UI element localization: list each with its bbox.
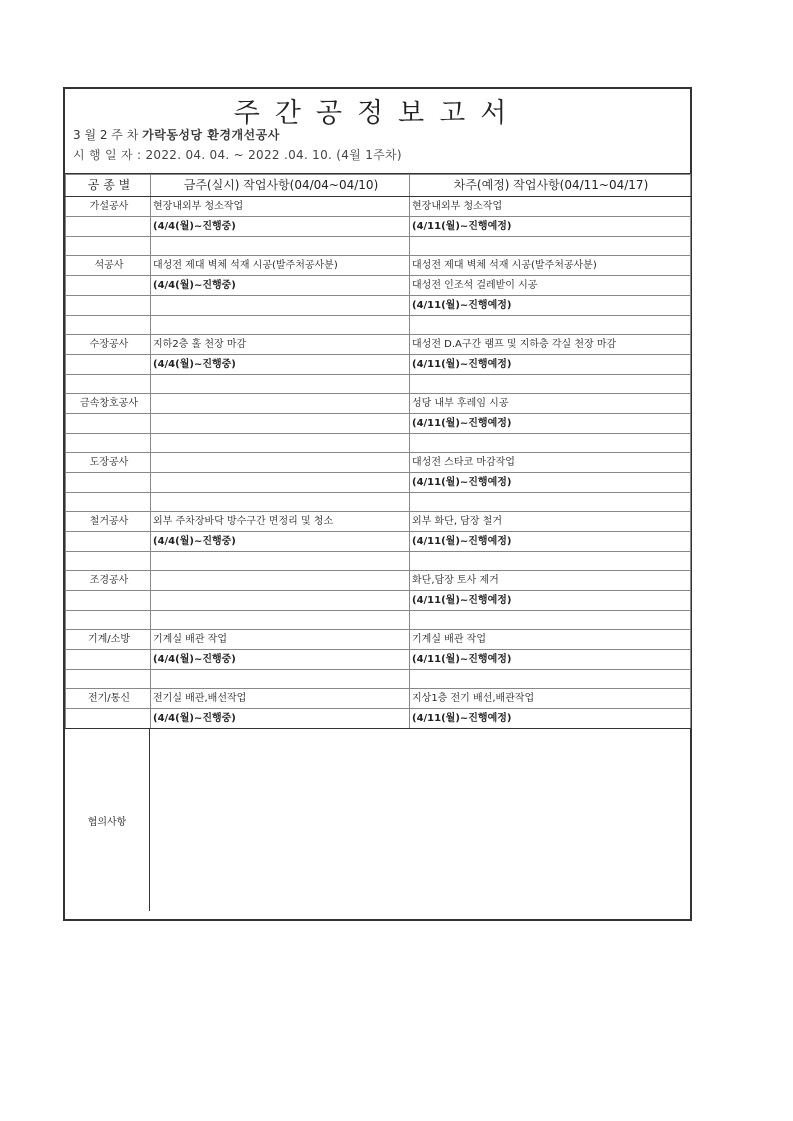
trade-cell (66, 276, 151, 296)
report-header (65, 89, 690, 174)
this-week-cell (151, 591, 410, 611)
next-week-cell: 대성전 인조석 걸레받이 시공 (410, 276, 691, 296)
next-week-cell: 성당 내부 후레임 시공 (410, 394, 691, 414)
trade-cell (66, 473, 151, 493)
next-week-cell (410, 375, 691, 394)
trade-cell (66, 591, 151, 611)
table-row (66, 276, 691, 296)
table-row (66, 571, 691, 591)
col-header-this-week: 금주(실시) 작업사항(04/04~04/10) (151, 175, 410, 197)
this-week-cell: 대성전 제대 벽체 석재 시공(발주처공사분) (151, 256, 410, 276)
table-row (66, 650, 691, 670)
this-week-cell (151, 493, 410, 512)
this-week-cell: (4/4(월)~진행중) (151, 276, 410, 296)
table-header-row (66, 175, 691, 197)
table-row (66, 355, 691, 375)
next-week-cell: 대성전 제대 벽체 석재 시공(발주처공사분) (410, 256, 691, 276)
this-week-cell (151, 394, 410, 414)
this-week-cell (151, 316, 410, 335)
trade-cell (66, 611, 151, 630)
week-line (73, 126, 280, 143)
this-week-cell: 기계실 배관 작업 (151, 630, 410, 650)
this-week-cell (151, 453, 410, 473)
this-week-cell (151, 552, 410, 571)
trade-cell (66, 375, 151, 394)
table-row (66, 316, 691, 335)
consult-label: 협의사항 (65, 729, 150, 911)
week-label: 3 월 2 주 차 (73, 128, 139, 142)
trade-cell: 전기/통신 (66, 689, 151, 709)
next-week-cell (410, 611, 691, 630)
this-week-cell (151, 296, 410, 316)
next-week-cell: 대성전 D.A구간 램프 및 지하층 각실 천장 마감 (410, 335, 691, 355)
table-row (66, 611, 691, 630)
next-week-cell (410, 670, 691, 689)
table-row (66, 375, 691, 394)
consult-section (65, 729, 690, 911)
this-week-cell: 지하2층 홀 천장 마감 (151, 335, 410, 355)
table-row (66, 217, 691, 237)
trade-cell (66, 316, 151, 335)
table-row (66, 256, 691, 276)
this-week-cell: (4/4(월)~진행중) (151, 355, 410, 375)
table-row (66, 670, 691, 689)
trade-cell (66, 650, 151, 670)
trade-cell (66, 493, 151, 512)
trade-cell (66, 670, 151, 689)
next-week-cell (410, 237, 691, 256)
this-week-cell (151, 473, 410, 493)
next-week-cell: 현장내외부 청소작업 (410, 197, 691, 217)
this-week-cell (151, 670, 410, 689)
next-week-cell: 대성전 스타코 마감작업 (410, 453, 691, 473)
trade-cell (66, 552, 151, 571)
table-row (66, 296, 691, 316)
table-row (66, 591, 691, 611)
next-week-cell: (4/11(월)~진행예정) (410, 591, 691, 611)
next-week-cell: 외부 화단, 담장 철거 (410, 512, 691, 532)
period-line: 시 행 일 자 : 2022. 04. 04. ~ 2022 .04. 10. (4월 1주차) (73, 148, 402, 162)
next-week-cell: (4/11(월)~진행예정) (410, 217, 691, 237)
col-header-next-week: 차주(예정) 작업사항(04/11~04/17) (410, 175, 691, 197)
trade-cell (66, 709, 151, 729)
trade-cell: 석공사 (66, 256, 151, 276)
this-week-cell (151, 611, 410, 630)
table-row (66, 237, 691, 256)
col-header-trade: 공 종 별 (66, 175, 151, 197)
this-week-cell: (4/4(월)~진행중) (151, 709, 410, 729)
report-title: 주간공정보고서 (233, 98, 522, 129)
table-row (66, 630, 691, 650)
next-week-cell: (4/11(월)~진행예정) (410, 709, 691, 729)
this-week-cell: (4/4(월)~진행중) (151, 650, 410, 670)
trade-cell: 가설공사 (66, 197, 151, 217)
trade-cell: 조경공사 (66, 571, 151, 591)
this-week-cell (151, 434, 410, 453)
table-row (66, 335, 691, 355)
next-week-cell (410, 552, 691, 571)
trade-cell (66, 217, 151, 237)
trade-cell: 철거공사 (66, 512, 151, 532)
this-week-cell (151, 414, 410, 434)
this-week-cell: 현장내외부 청소작업 (151, 197, 410, 217)
consult-body (150, 729, 690, 911)
next-week-cell: 화단,담장 토사 제거 (410, 571, 691, 591)
this-week-cell (151, 571, 410, 591)
table-row (66, 552, 691, 571)
next-week-cell: 기계실 배관 작업 (410, 630, 691, 650)
table-row (66, 512, 691, 532)
next-week-cell: (4/11(월)~진행예정) (410, 296, 691, 316)
trade-cell: 도장공사 (66, 453, 151, 473)
trade-cell (66, 532, 151, 552)
this-week-cell: (4/4(월)~진행중) (151, 532, 410, 552)
this-week-cell (151, 237, 410, 256)
this-week-cell: (4/4(월)~진행중) (151, 217, 410, 237)
trade-cell: 금속창호공사 (66, 394, 151, 414)
table-row (66, 689, 691, 709)
table-row (66, 473, 691, 493)
next-week-cell: (4/11(월)~진행예정) (410, 473, 691, 493)
table-row (66, 197, 691, 217)
trade-cell (66, 434, 151, 453)
trade-cell (66, 296, 151, 316)
table-row (66, 493, 691, 512)
report-sheet (63, 87, 692, 921)
next-week-cell (410, 316, 691, 335)
this-week-cell: 외부 주차장바닥 방수구간 면정리 및 청소 (151, 512, 410, 532)
project-name: 가락동성당 환경개선공사 (142, 128, 280, 142)
table-row (66, 709, 691, 729)
this-week-cell (151, 375, 410, 394)
table-row (66, 434, 691, 453)
next-week-cell: (4/11(월)~진행예정) (410, 532, 691, 552)
schedule-body (66, 197, 691, 729)
next-week-cell: (4/11(월)~진행예정) (410, 414, 691, 434)
this-week-cell: 전기실 배관,배선작업 (151, 689, 410, 709)
next-week-cell (410, 434, 691, 453)
next-week-cell (410, 493, 691, 512)
table-row (66, 414, 691, 434)
trade-cell (66, 414, 151, 434)
next-week-cell: 지상1층 전기 배선,배관작업 (410, 689, 691, 709)
next-week-cell: (4/11(월)~진행예정) (410, 650, 691, 670)
table-row (66, 453, 691, 473)
trade-cell (66, 237, 151, 256)
next-week-cell: (4/11(월)~진행예정) (410, 355, 691, 375)
trade-cell: 수장공사 (66, 335, 151, 355)
schedule-table (65, 174, 691, 729)
table-row (66, 532, 691, 552)
table-row (66, 394, 691, 414)
trade-cell (66, 355, 151, 375)
trade-cell: 기계/소방 (66, 630, 151, 650)
